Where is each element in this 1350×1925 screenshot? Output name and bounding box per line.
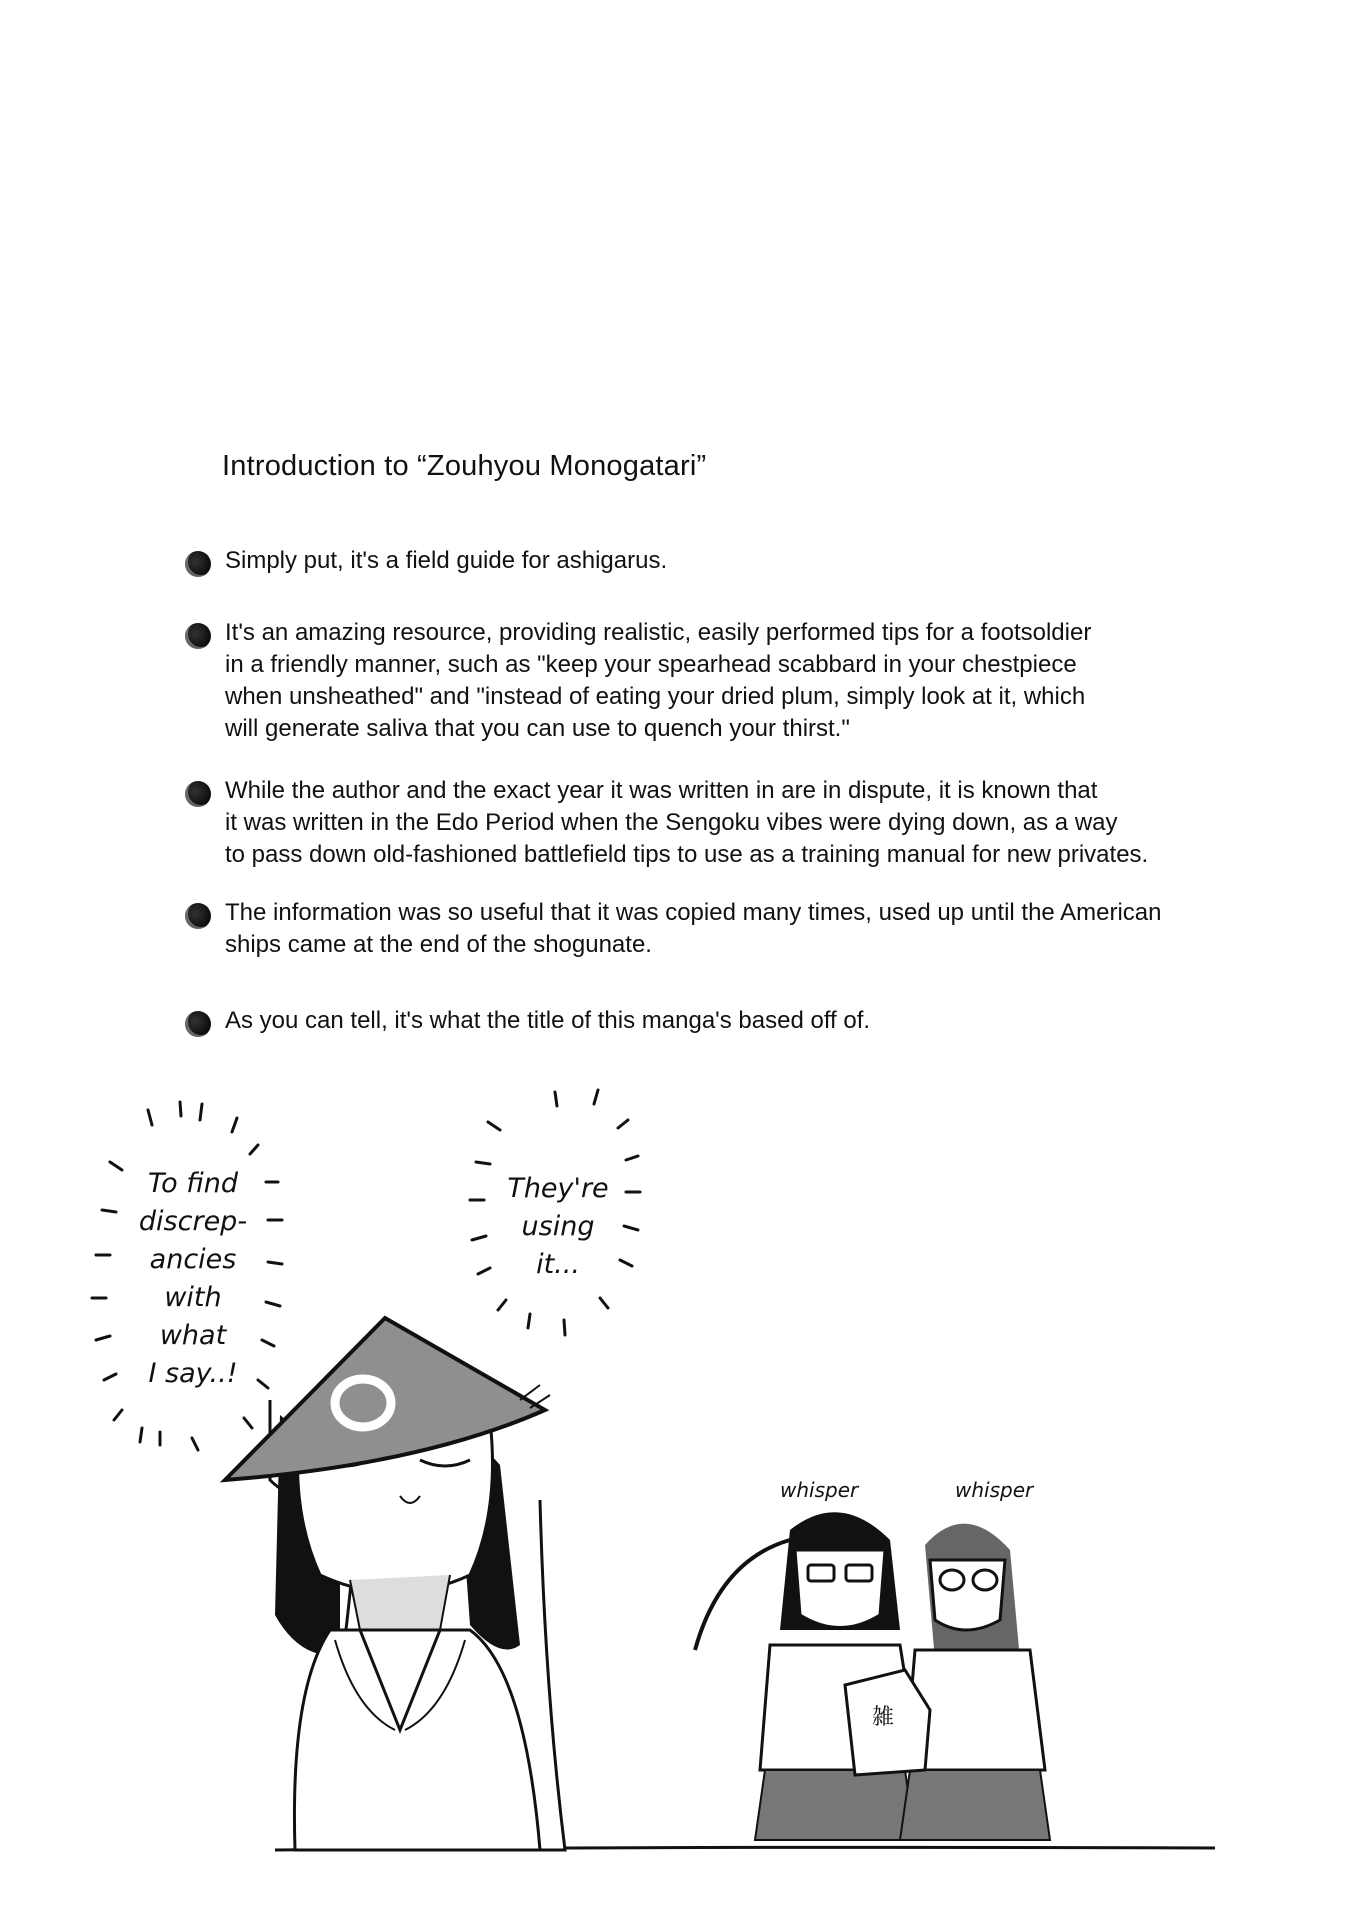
book-title-glyph: 雑 <box>872 1705 895 1730</box>
whisper-right-text: whisper <box>955 1478 1034 1502</box>
manga-illustration <box>0 1070 1350 1920</box>
ponytail <box>695 1540 790 1650</box>
bullet-dot-icon <box>185 781 211 807</box>
middle-thought-text: They're using it... <box>507 1173 609 1280</box>
bullet-dot-icon <box>185 1011 211 1037</box>
bullet-dot-icon <box>185 623 211 649</box>
bullet-text: Simply put, it's a field guide for ashigarus. <box>225 547 668 574</box>
bullet-text: While the author and the exact year it was written in are in dispute, it is known that it was written in the Edo Period when the Sengoku vibes were dying down, as a way to pass down old-fashioned battlefield tips to use as a training manual for new privates. <box>225 777 1149 868</box>
right-girl-face <box>930 1560 1005 1630</box>
bullet-text: The information was so useful that it was copied many times, used up until the American ships came at the end of the shogunate. <box>225 899 1162 958</box>
bullet-dot-icon <box>185 903 211 929</box>
left-thought-text: To find discrep- ancies with what I say..! <box>138 1168 248 1389</box>
page-heading: Introduction to “Zouhyou Monogatari” <box>222 450 707 482</box>
bullet-text: As you can tell, it's what the title of this manga's based off of. <box>225 1007 871 1034</box>
bullet-dot-icon <box>185 551 211 577</box>
hat-crest-icon <box>335 1379 391 1427</box>
glasses-girl-face <box>795 1550 885 1628</box>
bullet-text: It's an amazing resource, providing realistic, easily performed tips for a footsoldier in a friendly manner, such as "keep your spearhead scabbard in your chestpiece when unsheathed" and "instead of eating your dried plum, simply look at it, which will generate saliva that you can use to quench your thirst." <box>225 619 1092 742</box>
whisper-left-text: whisper <box>780 1478 859 1502</box>
